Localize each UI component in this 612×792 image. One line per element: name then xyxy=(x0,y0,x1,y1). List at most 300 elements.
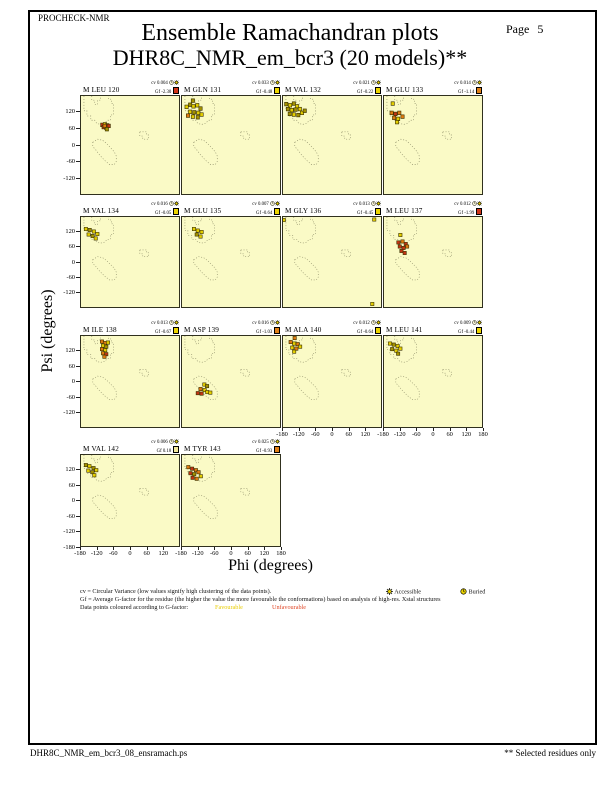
plot-canvas xyxy=(383,335,483,428)
gf-value: Gf -1.99 xyxy=(458,211,482,216)
data-point xyxy=(392,116,395,120)
data-point xyxy=(398,111,401,115)
gf-definition: Gf = Average G-factor for the residue (the higher the value the more favourable the conformations) based on analysis of high-res. Xstal structures xyxy=(80,596,441,603)
data-point xyxy=(200,113,203,117)
gf-color-swatch xyxy=(476,327,483,334)
cv-gf-block xyxy=(353,80,381,96)
x-tick-label: -60 xyxy=(109,550,118,557)
plot-canvas xyxy=(80,216,180,308)
legend-line-points xyxy=(80,604,598,612)
cv-gf-block xyxy=(151,320,179,336)
data-point xyxy=(94,237,97,240)
cv-value: cv 0.006 xyxy=(151,440,179,445)
x-tick-label: -60 xyxy=(311,431,320,438)
y-tick-label: -120 xyxy=(63,174,75,182)
plot-header xyxy=(80,322,180,335)
cv-value: cv 0.009 xyxy=(454,321,482,326)
x-axis-label: Phi (degrees) xyxy=(228,557,313,574)
data-point xyxy=(200,392,203,395)
data-point xyxy=(188,103,191,107)
plot-canvas xyxy=(282,95,382,195)
data-point xyxy=(303,109,306,113)
ramachandran-plot xyxy=(181,203,281,308)
x-tick-label: 180 xyxy=(478,431,488,438)
residue-label: M GLN 131 xyxy=(184,86,222,94)
gf-value: Gf -0.48 xyxy=(256,90,280,95)
cv-value: cv 0.014 xyxy=(454,81,482,86)
y-tick-mark xyxy=(76,500,80,501)
plot-background xyxy=(182,336,280,427)
page-title: Ensemble Ramachandran plots xyxy=(141,20,439,46)
cv-value: cv 0.013 xyxy=(353,202,381,207)
plot-canvas xyxy=(80,335,180,428)
plot-header xyxy=(181,82,281,95)
gf-value: Gf -0.93 xyxy=(256,449,280,454)
cv-gf-block xyxy=(454,201,482,217)
data-point xyxy=(405,245,408,248)
cv-gf-block xyxy=(454,80,482,96)
y-tick-mark xyxy=(76,531,80,532)
y-tick-label: 120 xyxy=(65,108,75,116)
ramachandran-plot xyxy=(383,82,483,195)
gf-value: Gf -0.05 xyxy=(155,211,179,216)
x-tick-label: -180 xyxy=(276,431,288,438)
y-tick-label: -120 xyxy=(63,289,75,297)
plot-header xyxy=(80,203,180,216)
data-point xyxy=(196,103,199,107)
page-number: Page 5 xyxy=(506,22,544,36)
y-tick-label: 0 xyxy=(71,378,75,385)
accessible-sun-icon xyxy=(275,201,280,206)
gf-color-swatch xyxy=(173,327,180,334)
plot-canvas xyxy=(282,335,382,428)
plot-canvas xyxy=(181,335,281,428)
accessible-sun-icon xyxy=(376,80,381,85)
data-point xyxy=(400,249,403,252)
legend-line-gf xyxy=(80,596,598,604)
cv-value: cv 0.033 xyxy=(252,81,280,86)
cv-gf-block xyxy=(252,439,280,455)
cv-gf-block xyxy=(454,320,482,336)
data-point xyxy=(196,391,199,394)
x-tick-label: 60 xyxy=(244,550,251,557)
y-tick-mark xyxy=(76,366,80,367)
cv-gf-block xyxy=(151,201,179,217)
plot-background xyxy=(283,217,381,307)
gf-value: Gf 0.18 xyxy=(157,449,179,454)
ramachandran-plot xyxy=(80,203,180,308)
data-point xyxy=(106,341,109,344)
gf-value: Gf -1.14 xyxy=(458,90,482,95)
data-point xyxy=(289,340,292,343)
ramachandran-plot xyxy=(181,82,281,195)
gf-color-swatch xyxy=(274,327,281,334)
cv-gf-block xyxy=(353,201,381,217)
residue-label: M VAL 132 xyxy=(285,86,322,94)
gf-value: Gf -0.67 xyxy=(155,330,179,335)
data-point xyxy=(199,107,202,111)
data-point xyxy=(100,347,103,350)
data-point xyxy=(84,463,87,466)
residue-label: M LEU 120 xyxy=(83,86,120,94)
data-point xyxy=(101,344,104,347)
data-point xyxy=(92,230,95,233)
y-tick-label: 60 xyxy=(68,243,75,251)
data-point xyxy=(192,105,195,109)
x-tick-label: 0 xyxy=(431,431,435,438)
gf-color-swatch xyxy=(375,87,382,94)
plot-background xyxy=(81,96,179,194)
accessible-sun-icon xyxy=(477,80,482,85)
y-tick-label: -120 xyxy=(63,409,75,416)
data-point xyxy=(87,233,90,236)
data-point xyxy=(399,233,402,236)
app-label: PROCHECK-NMR xyxy=(38,13,110,23)
gf-value: Gf -0.22 xyxy=(357,90,381,95)
gf-value: Gf -0.64 xyxy=(256,211,280,216)
cv-value: cv 0.016 xyxy=(252,321,280,326)
residue-label: M ILE 138 xyxy=(83,326,117,334)
y-tick-label: 0 xyxy=(71,497,75,504)
y-tick-label: -60 xyxy=(66,512,75,520)
accessible-sun-icon xyxy=(174,439,179,444)
data-point xyxy=(195,233,198,236)
data-point xyxy=(193,111,196,115)
y-axis-label: Psi (degrees) xyxy=(39,289,56,373)
x-tick-label: -180 xyxy=(74,550,86,557)
data-point xyxy=(95,469,98,472)
cv-value: cv 0.012 xyxy=(454,202,482,207)
accessible-sun-icon xyxy=(275,439,280,444)
accessible-sun-icon xyxy=(174,201,179,206)
data-point xyxy=(286,107,289,111)
gf-color-swatch xyxy=(274,208,281,215)
y-tick-mark xyxy=(76,350,80,351)
residue-label: M LEU 137 xyxy=(386,207,423,215)
y-tick-mark xyxy=(76,178,80,179)
y-tick-label: 0 xyxy=(71,141,75,149)
data-point xyxy=(190,467,193,470)
data-point xyxy=(293,336,296,339)
gf-color-swatch xyxy=(274,87,281,94)
data-point xyxy=(205,384,208,387)
data-point xyxy=(96,232,99,235)
data-point xyxy=(292,102,295,106)
ramachandran-plot xyxy=(282,82,382,195)
data-point xyxy=(193,473,196,476)
y-tick-label: 60 xyxy=(68,481,75,489)
cv-value: cv 0.013 xyxy=(151,321,179,326)
cv-gf-block xyxy=(151,439,179,455)
y-tick-mark xyxy=(76,469,80,470)
residue-label: M GLU 133 xyxy=(386,86,424,94)
y-tick-mark xyxy=(76,128,80,129)
accessible-sun-icon xyxy=(174,80,179,85)
ramachandran-plot xyxy=(181,322,281,428)
accessible-sun-icon xyxy=(376,320,381,325)
data-point xyxy=(192,227,195,230)
page-subtitle: DHR8C_NMR_em_bcr3 (20 models)** xyxy=(112,45,468,70)
data-point xyxy=(199,235,202,238)
data-point xyxy=(209,391,212,394)
plot-header xyxy=(80,82,180,95)
y-tick-mark xyxy=(76,397,80,398)
accessible-sun-icon xyxy=(477,201,482,206)
data-point xyxy=(401,115,404,119)
x-tick-label: -60 xyxy=(412,431,421,438)
clock-icon xyxy=(460,589,467,596)
data-point xyxy=(93,474,96,477)
data-point xyxy=(388,342,391,345)
gf-value: Gf -1.03 xyxy=(256,330,280,335)
ramachandran-plot xyxy=(383,322,483,428)
x-tick-label: -60 xyxy=(210,550,219,557)
y-tick-mark xyxy=(76,381,80,382)
ramachandran-plot xyxy=(80,322,180,428)
data-point xyxy=(398,245,401,248)
gf-value: Gf -0.64 xyxy=(357,330,381,335)
accessible-key xyxy=(386,588,421,596)
y-tick-label: -60 xyxy=(66,158,75,166)
gf-value: Gf -2.30 xyxy=(155,90,179,95)
data-point xyxy=(103,355,106,358)
data-point xyxy=(292,113,295,117)
plot-header xyxy=(80,441,180,454)
data-point xyxy=(394,112,397,116)
cv-value: cv 0.021 xyxy=(353,81,381,86)
x-tick-label: -120 xyxy=(393,431,406,438)
cv-value: cv 0.016 xyxy=(151,202,179,207)
y-tick-mark xyxy=(76,111,80,112)
sun-icon xyxy=(386,589,393,596)
plot-canvas xyxy=(181,95,281,195)
data-point xyxy=(373,218,376,221)
gf-color-swatch xyxy=(173,87,180,94)
cv-gf-block xyxy=(252,201,280,217)
data-point xyxy=(371,302,374,305)
y-tick-mark xyxy=(76,231,80,232)
x-tick-label: 0 xyxy=(330,431,334,438)
y-tick-mark xyxy=(76,277,80,278)
data-point xyxy=(88,464,91,467)
data-point xyxy=(290,108,293,112)
data-point xyxy=(403,251,406,254)
data-point xyxy=(87,469,90,472)
legend xyxy=(80,588,598,612)
data-point xyxy=(191,115,194,119)
data-point xyxy=(195,477,198,480)
gf-color-swatch xyxy=(173,446,180,453)
plot-header xyxy=(282,203,382,216)
data-point xyxy=(186,114,189,118)
plot-background xyxy=(384,217,482,307)
ramachandran-plot xyxy=(80,441,180,547)
data-point xyxy=(105,345,108,348)
plot-background xyxy=(384,96,482,194)
data-point xyxy=(188,110,191,114)
y-tick-label: -120 xyxy=(63,528,75,535)
data-point xyxy=(288,112,291,116)
plot-background xyxy=(283,96,381,194)
data-point xyxy=(196,115,199,119)
data-point xyxy=(185,105,188,109)
accessible-sun-icon xyxy=(275,320,280,325)
data-point xyxy=(291,346,294,349)
x-tick-label: 120 xyxy=(461,431,472,438)
accessible-sun-icon xyxy=(477,320,482,325)
cv-value: cv 0.004 xyxy=(151,81,179,86)
plot-canvas xyxy=(80,95,180,195)
data-point xyxy=(105,127,108,131)
data-point xyxy=(84,227,87,230)
footer-note: ** Selected residues only xyxy=(504,748,596,758)
data-point xyxy=(401,240,404,243)
gf-value: Gf -0.45 xyxy=(357,211,381,216)
data-point xyxy=(199,387,202,390)
buried-clock-icon xyxy=(460,588,467,595)
residue-label: M ALA 140 xyxy=(285,326,322,334)
cv-value: cv 0.025 xyxy=(252,440,280,445)
data-point xyxy=(197,471,200,474)
x-tick-label: 120 xyxy=(158,550,169,557)
ramachandran-plot xyxy=(80,82,180,195)
gf-color-swatch xyxy=(173,208,180,215)
x-tick-label: 0 xyxy=(229,550,233,557)
footer-filename: DHR8C_NMR_em_bcr3_08_ensramach.ps xyxy=(30,748,188,758)
plot-header xyxy=(383,203,483,216)
cv-gf-block xyxy=(252,80,280,96)
residue-label: M VAL 142 xyxy=(83,445,120,453)
data-point xyxy=(293,342,296,345)
y-tick-label: 120 xyxy=(65,347,75,354)
plot-canvas xyxy=(181,454,281,547)
x-tick-label: -120 xyxy=(191,550,204,557)
y-tick-label: 0 xyxy=(71,258,75,266)
accessible-sun-icon xyxy=(174,320,179,325)
cv-value: cv 0.007 xyxy=(252,202,280,207)
data-point xyxy=(298,107,301,111)
residue-label: M TYR 143 xyxy=(184,445,221,453)
buried-label: Buried xyxy=(468,588,486,596)
y-tick-mark xyxy=(76,516,80,517)
ramachandran-plot xyxy=(383,203,483,308)
plot-canvas xyxy=(80,454,180,547)
gf-value: Gf -0.44 xyxy=(458,330,482,335)
y-tick-label: -60 xyxy=(66,393,75,401)
accessible-label: Accessible xyxy=(394,588,422,596)
gf-color-swatch xyxy=(375,208,382,215)
x-tick-label: -180 xyxy=(175,550,187,557)
data-point xyxy=(187,465,190,468)
cv-definition: cv = Circular Variance (low values signify high clustering of the data points). xyxy=(80,588,272,595)
gf-color-swatch xyxy=(375,327,382,334)
plot-canvas xyxy=(383,95,483,195)
data-point xyxy=(288,103,291,107)
x-tick-label: -120 xyxy=(292,431,305,438)
y-tick-label: 120 xyxy=(65,466,75,473)
plot-background xyxy=(81,336,179,427)
y-tick-mark xyxy=(76,262,80,263)
accessible-sun-icon xyxy=(275,80,280,85)
x-tick-label: 0 xyxy=(128,550,132,557)
gf-color-swatch xyxy=(476,208,483,215)
y-tick-mark xyxy=(76,292,80,293)
buried-key xyxy=(460,588,485,596)
data-point xyxy=(293,350,296,353)
data-point xyxy=(189,472,192,475)
plot-header xyxy=(282,322,382,335)
data-point xyxy=(391,102,394,106)
data-point xyxy=(199,475,202,478)
data-point xyxy=(88,228,91,231)
y-tick-label: 60 xyxy=(68,362,75,370)
residue-label: M LEU 141 xyxy=(386,326,423,334)
y-tick-mark xyxy=(76,145,80,146)
data-point xyxy=(390,347,393,350)
y-tick-mark xyxy=(76,161,80,162)
data-point xyxy=(298,345,301,348)
x-tick-label: 60 xyxy=(446,431,453,438)
plot-header xyxy=(181,203,281,216)
data-point xyxy=(282,218,285,221)
plot-header xyxy=(383,322,483,335)
gf-color-swatch xyxy=(476,87,483,94)
data-point xyxy=(396,352,399,355)
x-tick-label: -180 xyxy=(377,431,389,438)
data-point xyxy=(191,476,194,479)
cv-gf-block xyxy=(151,80,179,96)
favourable-label: Favourable xyxy=(215,604,243,611)
residue-label: M ASP 139 xyxy=(184,326,220,334)
data-point xyxy=(395,120,398,124)
data-point xyxy=(101,352,104,355)
ramachandran-plot xyxy=(181,441,281,547)
cv-gf-block xyxy=(252,320,280,336)
data-point xyxy=(285,102,288,106)
data-point xyxy=(390,111,393,115)
points-colour-text: Data points coloured according to G-factor: xyxy=(80,604,189,611)
plot-header xyxy=(181,441,281,454)
unfavourable-label: Unfavourable xyxy=(272,604,307,611)
x-tick-label: 180 xyxy=(276,550,286,557)
plot-canvas xyxy=(181,216,281,308)
y-tick-mark xyxy=(76,485,80,486)
y-tick-label: -60 xyxy=(66,273,75,281)
data-point xyxy=(197,111,200,115)
y-tick-label: 60 xyxy=(68,124,75,132)
y-tick-mark xyxy=(76,246,80,247)
data-point xyxy=(392,343,395,346)
data-point xyxy=(196,229,199,232)
y-tick-mark xyxy=(76,412,80,413)
x-tick-label: 120 xyxy=(360,431,371,438)
accessible-sun-icon xyxy=(376,201,381,206)
plot-canvas xyxy=(383,216,483,308)
accessible-sun-icon xyxy=(386,588,393,595)
plot-header xyxy=(383,82,483,95)
data-point xyxy=(397,241,400,244)
data-point xyxy=(294,108,297,112)
ramachandran-plot xyxy=(282,203,382,308)
x-tick-label: 60 xyxy=(143,550,150,557)
residue-label: M VAL 134 xyxy=(83,207,120,215)
residue-label: M GLU 135 xyxy=(184,207,222,215)
x-tick-label: 60 xyxy=(345,431,352,438)
data-point xyxy=(200,230,203,233)
plot-background xyxy=(182,96,280,194)
cv-value: cv 0.012 xyxy=(353,321,381,326)
data-point xyxy=(191,99,194,103)
